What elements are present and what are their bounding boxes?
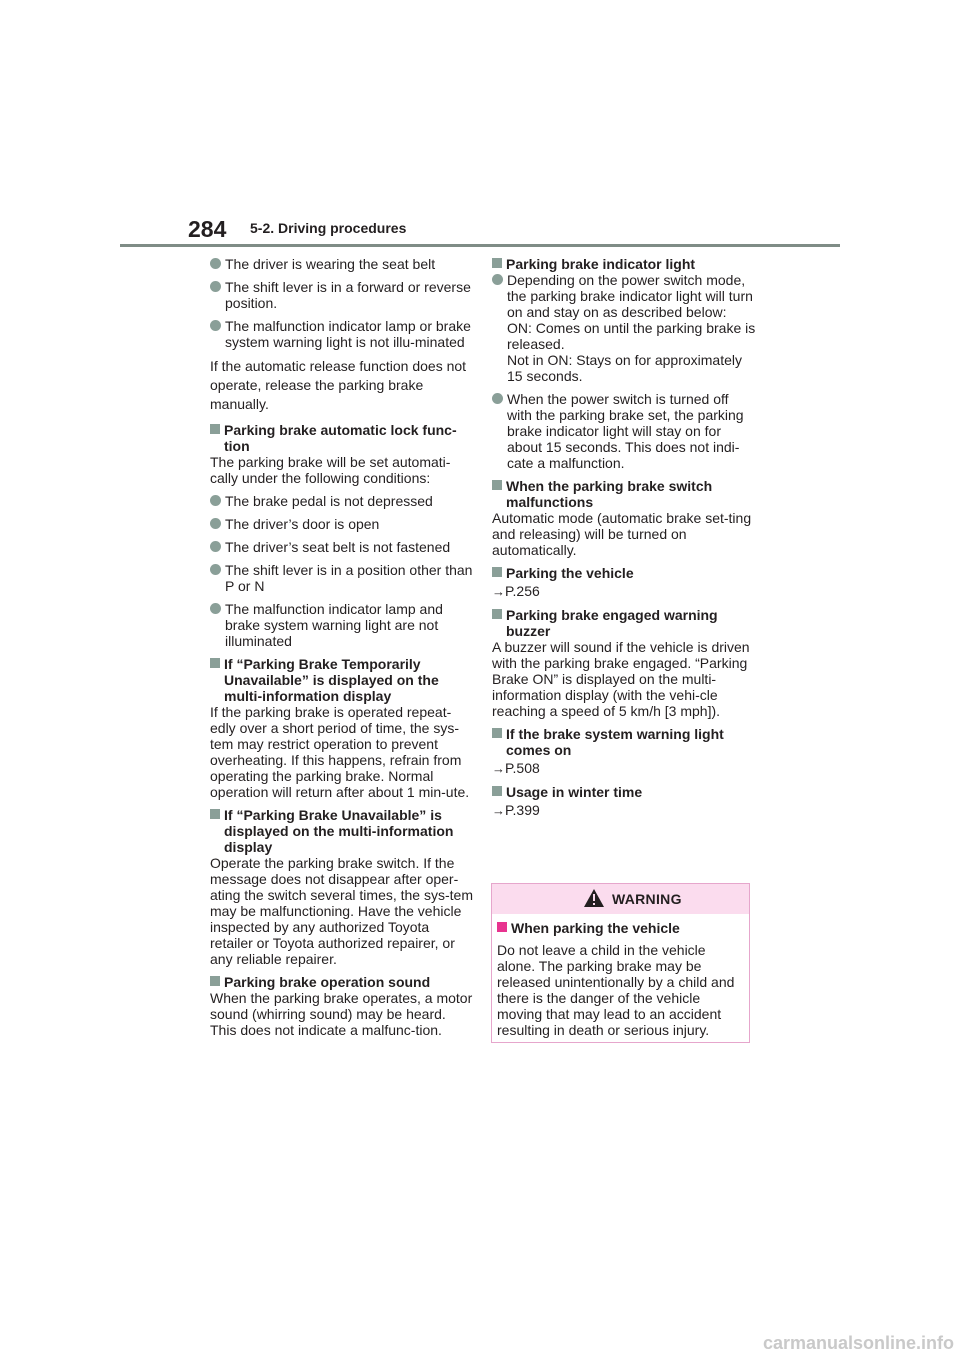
list-item: The driver’s door is open	[210, 516, 474, 532]
bullet-icon	[210, 518, 221, 529]
list-item: When the power switch is turned off with the parking brake set, the parking brake indicator light will stay on for about 15 seconds. This does not indi-cate a malfunction.	[492, 391, 756, 471]
square-bullet-icon	[492, 258, 502, 268]
warning-heading: When parking the vehicle	[497, 920, 743, 936]
heading-unavailable: If “Parking Brake Unavailable” is displayed on the multi-information display	[210, 807, 474, 855]
bullet-icon	[210, 564, 221, 575]
temp-unavailable-text: If the parking brake is operated repeat-edly over a short period of time, the sys-tem may restrict operation to prevent overheating. If this happens, refrain from operating the parking brake. Normal operation will return after about 1 min-ute.	[210, 704, 470, 800]
warning-triangle-icon	[583, 888, 605, 908]
auto-lock-intro: The parking brake will be set automati-cally under the following conditions:	[210, 454, 451, 486]
list-item: Depending on the power switch mode, the parking brake indicator light will turn on and stay on as described below: ON: Comes on until the parking brake is released. Not in ON: Stays on for approximately 15 seconds.	[492, 272, 756, 384]
warning-box	[491, 883, 750, 1043]
square-bullet-icon	[210, 658, 220, 668]
heading-indicator: Parking brake indicator light	[492, 256, 756, 272]
bullet-icon	[210, 603, 221, 614]
warning-body	[492, 914, 749, 1038]
warning-text: Do not leave a child in the vehicle alone. The parking brake may be released unintentionally by a child and there is the danger of the vehicle moving that may lead to an accident resulting in death or serious injury.	[497, 942, 735, 1038]
list-item: The shift lever is in a position other than P or N	[210, 562, 474, 594]
page-reference-link[interactable]: →P.399	[492, 802, 540, 818]
list-item: The shift lever is in a forward or reverse position.	[210, 279, 474, 311]
heading-temp-unavailable: If “Parking Brake Temporarily Unavailable” is displayed on the multi-information display	[210, 656, 474, 704]
watermark: carmanualsonline.info	[762, 1333, 954, 1353]
square-bullet-icon	[492, 567, 502, 577]
square-bullet-icon	[210, 424, 220, 434]
switch-malfunction-text: Automatic mode (automatic brake set-ting and releasing) will be turned on automatically.	[492, 510, 752, 558]
bullet-icon	[492, 393, 503, 404]
header-rule	[120, 244, 840, 247]
list-item: The driver’s seat belt is not fastened	[210, 539, 474, 555]
list-item: The driver is wearing the seat belt	[210, 256, 474, 272]
heading-switch-malfunction: When the parking brake switch malfunctions	[492, 478, 756, 510]
list-item: The malfunction indicator lamp or brake system warning light is not illu-minated	[210, 318, 474, 350]
section-title: 5-2. Driving procedures	[250, 220, 407, 236]
bullet-icon	[210, 281, 221, 292]
bullet-icon	[210, 495, 221, 506]
warning-title: WARNING	[612, 891, 682, 907]
list-item: The brake pedal is not depressed	[210, 493, 474, 509]
bullet-icon	[210, 541, 221, 552]
square-bullet-icon	[210, 809, 220, 819]
bullet-icon	[492, 274, 503, 285]
bullet-icon	[210, 258, 221, 269]
arrow-right-icon: →	[492, 761, 505, 776]
page-reference-link[interactable]: →P.256	[492, 583, 540, 599]
heading-auto-lock: Parking brake automatic lock func-tion	[210, 422, 474, 454]
arrow-right-icon: →	[492, 584, 505, 599]
buzzer-text: A buzzer will sound if the vehicle is driven with the parking brake engaged. “Parking Brake ON” is displayed on the multi-information display (with the vehi-cle reaching a speed of 5 km/h [3 mph]).	[492, 639, 750, 719]
square-bullet-icon	[492, 609, 502, 619]
page-number: 284	[188, 216, 227, 242]
bullet-icon	[210, 320, 221, 331]
square-bullet-icon	[492, 480, 502, 490]
square-bullet-icon	[210, 976, 220, 986]
heading-operation-sound: Parking brake operation sound	[210, 974, 474, 990]
heading-parking: Parking the vehicle	[492, 565, 756, 581]
square-bullet-icon	[492, 786, 502, 796]
heading-warning-light: If the brake system warning light comes on	[492, 726, 756, 758]
list-item: The malfunction indicator lamp and brake system warning light are not illuminated	[210, 601, 474, 649]
right-column	[492, 256, 756, 826]
square-bullet-icon	[497, 922, 507, 932]
square-bullet-icon	[492, 728, 502, 738]
release-note: If the automatic release function does not operate, release the parking brake manually.	[210, 358, 467, 412]
left-column	[210, 256, 474, 1045]
arrow-right-icon: →	[492, 803, 505, 818]
warning-header	[492, 884, 749, 914]
heading-winter: Usage in winter time	[492, 784, 756, 800]
unavailable-text: Operate the parking brake switch. If the message does not disappear after oper-ating the switch several times, the sys-tem may be malfunctioning. Have the vehicle inspected by any authorized Toyota retailer or Toyota authorized repairer, or any reliable repairer.	[210, 855, 473, 967]
page-reference-link[interactable]: →P.508	[492, 760, 540, 776]
heading-buzzer: Parking brake engaged warning buzzer	[492, 607, 756, 639]
operation-sound-text: When the parking brake operates, a motor sound (whirring sound) may be heard. This does not indicate a malfunc-tion.	[210, 990, 473, 1038]
